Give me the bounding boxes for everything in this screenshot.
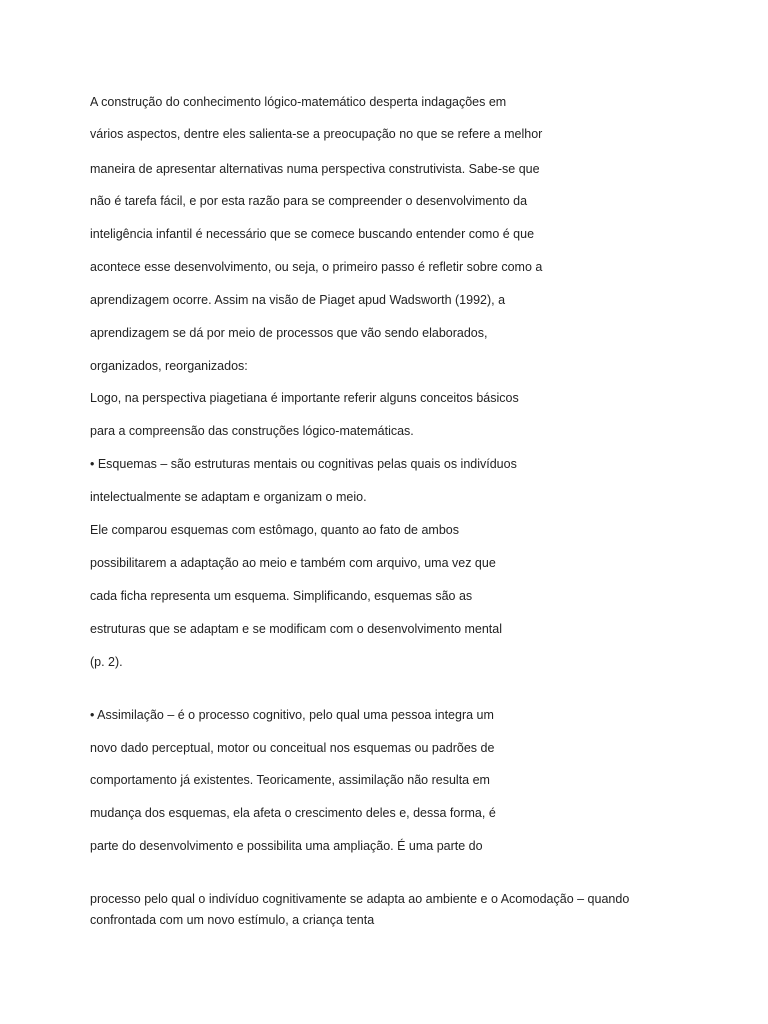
text-line: intelectualmente se adaptam e organizam o meio. [90, 490, 367, 504]
text-line: cada ficha representa um esquema. Simplificando, esquemas são as [90, 589, 473, 603]
text-line: • Esquemas – são estruturas mentais ou cognitivas pelas quais os indivíduos [90, 457, 517, 471]
text-line: parte do desenvolvimento e possibilita uma ampliação. É uma parte do [90, 839, 483, 853]
text-line: confrontada com um novo estímulo, a criança tenta [90, 913, 375, 927]
text-line: acontece esse desenvolvimento, ou seja, o primeiro passo é refletir sobre como a [90, 260, 543, 274]
text-line: organizados, reorganizados: [90, 359, 248, 373]
text-line: para a compreensão das construções lógico-matemáticas. [90, 424, 414, 438]
text-line: comportamento já existentes. Teoricamente, assimilação não resulta em [90, 773, 490, 787]
text-line: (p. 2). [90, 655, 123, 669]
text-line: não é tarefa fácil, e por esta razão para se compreender o desenvolvimento da [90, 194, 528, 208]
text-line: maneira de apresentar alternativas numa perspectiva construtivista. Sabe-se que [90, 162, 540, 176]
text-line: • Assimilação – é o processo cognitivo, pelo qual uma pessoa integra um [90, 708, 494, 722]
text-line: aprendizagem ocorre. Assim na visão de Piaget apud Wadsworth (1992), a [90, 293, 506, 307]
text-line: vários aspectos, dentre eles salienta-se a preocupação no que se refere a melhor [90, 127, 543, 141]
text-line: aprendizagem se dá por meio de processos que vão sendo elaborados, [90, 326, 488, 340]
text-line: inteligência infantil é necessário que se comece buscando entender como é que [90, 227, 535, 241]
text-line: novo dado perceptual, motor ou conceitual nos esquemas ou padrões de [90, 741, 495, 755]
text-line: estruturas que se adaptam e se modificam com o desenvolvimento mental [90, 622, 503, 636]
text-line: Logo, na perspectiva piagetiana é importante referir alguns conceitos básicos [90, 391, 519, 405]
text-line: A construção do conhecimento lógico-matemático desperta indagações em [90, 95, 507, 109]
text-line: processo pelo qual o indivíduo cognitivamente se adapta ao ambiente e o Acomodação – quando [90, 892, 630, 906]
text-line: possibilitarem a adaptação ao meio e também com arquivo, uma vez que [90, 556, 496, 570]
text-line: Ele comparou esquemas com estômago, quanto ao fato de ambos [90, 523, 459, 537]
text-line: mudança dos esquemas, ela afeta o crescimento deles e, dessa forma, é [90, 806, 496, 820]
